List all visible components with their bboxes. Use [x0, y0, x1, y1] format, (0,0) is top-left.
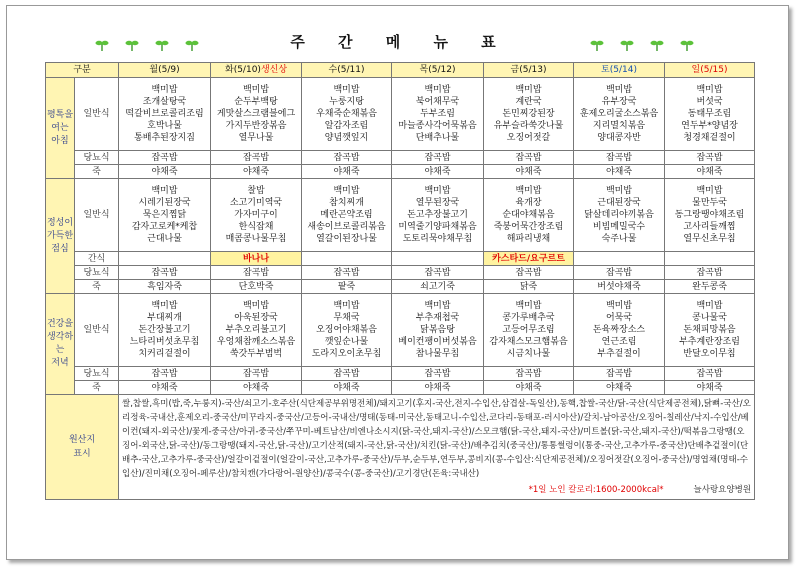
menu-item: 오징어야채볶음 — [316, 325, 377, 335]
general-diet-label: 일반식 — [75, 179, 119, 252]
menu-item: 가자미구이 — [234, 210, 278, 220]
diabetic-cell: 잡곡밥 — [484, 266, 574, 280]
menu-item: 백미밥 — [515, 186, 542, 196]
menu-item: 조개살탕국 — [142, 97, 187, 107]
menu-cell — [119, 294, 211, 367]
porridge-cell: 팥죽 — [302, 280, 392, 294]
menu-item: 백미밥 — [242, 301, 270, 311]
menu-item: 백미밥 — [151, 85, 178, 95]
menu-item: 참나물무침 — [415, 349, 460, 359]
porridge-cell: 야채죽 — [392, 165, 484, 179]
menu-item: 열무된장국 — [415, 198, 460, 208]
day-header-sunday: 일(5/15) — [665, 63, 755, 78]
menu-item: 두부조림 — [420, 109, 455, 119]
meal-snack-row — [46, 252, 755, 266]
snack-cell: 바나나 — [211, 252, 302, 266]
day-header: 목(5/12) — [392, 63, 484, 78]
menu-item: 참치찌개 — [329, 198, 364, 208]
menu-item: 백미밥 — [151, 186, 178, 196]
menu-cell — [574, 294, 665, 367]
menu-item: 오징어젓갈 — [506, 133, 551, 143]
origin-text: 쌀,찹쌀,흑미(밥,죽,누룽지)-국산/쇠고기-호주산(식단제공부위명전체)/돼지고기(후지-국산,전지-수입산,삼겹살-독일산),동핵,찹쌀-국산/닭-국산(식단제공전체),닭뼈-국산/오리정육-국내산,훈제오리-중국산/미꾸라지-중국산/고등어-국내산/명태(동태-미국산,동태고니-수입산,코다리-동태포-러시아산)/갈치-남아공산/오징어-칠레산/낙지-수입산/베이컨(돼지-외국산)/꽃게-중국산/아귀-중국산/쭈꾸미-베트남산/비엔나소시지(닭-국산,돼지-국산)/스모크햄(닭-국산,돼지-국산)/미트볼(닭-국산,돼지-국산)/떡볶음그랑땡(오징어-외국산,닭-국산)/동그랑땡(돼지-국산,닭-국산)/고기산적(돼지-국산,닭-국산)/치킨(닭-국산)/배추김치(중국산)/통통썰렁이(통중-국산,고추가루-중국산)단배추겉절이(단배추-국산,고추가루-중국산)/얼갈이겉절이(얼갈이-국산,고추가루-중국산)/두부,순두부,연두부,콩비지(콩-수입산:식단제공전체)/오징어젓갈(오징어-중국산)/명엽채(명태-수입산)/진미채(오징어-페루산)/참치캔(가다랑어-원양산)/콩국수(콩-중국산)/고기경단(돈육:국내산) — [122, 399, 751, 479]
menu-item: 찰밥 — [247, 186, 265, 196]
menu-item: 동태무조림 — [687, 109, 732, 119]
menu-item: 근대된장국 — [597, 198, 641, 208]
menu-item: 유부장국 — [601, 97, 637, 107]
menu-item: 부추겉절이 — [597, 349, 641, 359]
porridge-cell: 닭죽 — [484, 280, 574, 294]
diabetic-diet-label: 당뇨식 — [75, 151, 119, 165]
menu-item: 돈고추장불고기 — [407, 210, 468, 220]
page-title: 주 간 메 뉴 표 — [290, 33, 510, 51]
meal-diabetic-row — [46, 151, 755, 165]
snack-label: 간식 — [75, 252, 119, 266]
day-header: 금(5/13) — [484, 63, 574, 78]
menu-item: 버섯국 — [696, 97, 723, 107]
porridge-label: 죽 — [75, 381, 119, 395]
snack-cell: 카스타드/요구르트 — [484, 252, 574, 266]
menu-cell — [211, 78, 302, 151]
porridge-cell: 야채죽 — [211, 165, 302, 179]
porridge-cell: 야채죽 — [392, 381, 484, 395]
menu-item: 백미밥 — [333, 301, 360, 311]
menu-item: 소고기미역국 — [229, 198, 283, 208]
meal-porridge-row — [46, 165, 755, 179]
menu-cell — [119, 179, 211, 252]
menu-item: 백미밥 — [424, 85, 451, 95]
footnote — [122, 483, 751, 497]
menu-item: 콩가루배추국 — [502, 313, 555, 323]
porridge-label: 죽 — [75, 280, 119, 294]
menu-item: 근대나물 — [147, 234, 182, 244]
snack-cell — [574, 252, 665, 266]
menu-item: 돈채피망볶음 — [683, 325, 736, 335]
menu-cell — [665, 78, 755, 151]
diabetic-cell: 잡곡밥 — [392, 266, 484, 280]
menu-item: 순두부백탕 — [234, 97, 278, 107]
menu-item: 알감자조림 — [324, 121, 369, 131]
menu-item: 메란곤약조림 — [320, 210, 373, 220]
menu-item: 육개장 — [515, 198, 542, 208]
diabetic-cell: 잡곡밥 — [665, 367, 755, 381]
menu-item: 백미밥 — [424, 301, 451, 311]
diabetic-diet-label: 당뇨식 — [75, 367, 119, 381]
menu-item: 감자고로케*케찹 — [131, 222, 198, 232]
menu-item: 아욱된장국 — [234, 313, 278, 323]
gubun-header: 구분 — [46, 63, 119, 78]
menu-item: 닭볶음탕 — [420, 325, 455, 335]
diabetic-cell: 잡곡밥 — [211, 151, 302, 165]
menu-item: 백미밥 — [605, 85, 633, 95]
day-header: 수(5/11) — [302, 63, 392, 78]
menu-item: 연두부*양념장 — [681, 121, 738, 131]
porridge-cell: 버섯야채죽 — [574, 280, 665, 294]
meal-section-label: 평톡을 여는 아침 — [46, 78, 75, 179]
general-diet-label: 일반식 — [75, 294, 119, 367]
menu-item: 동그랑땡야채조림 — [674, 210, 745, 220]
menu-item: 도토리묵야채무침 — [402, 234, 473, 244]
diabetic-cell: 잡곡밥 — [392, 367, 484, 381]
menu-item: 베이컨팽이버섯볶음 — [398, 337, 477, 347]
menu-item: 백미밥 — [696, 85, 723, 95]
menu-item: 백미밥 — [333, 85, 360, 95]
menu-item: 부추오리불고기 — [225, 325, 287, 335]
snack-cell — [665, 252, 755, 266]
menu-cell — [211, 294, 302, 367]
menu-item: 훈제오리굴소스볶음 — [579, 109, 659, 119]
diabetic-cell: 잡곡밥 — [574, 266, 665, 280]
menu-item: 반달오이무침 — [683, 349, 736, 359]
menu-item: 도라지오이초무침 — [311, 349, 382, 359]
menu-item: 시금치나물 — [506, 349, 551, 359]
diabetic-cell: 잡곡밥 — [119, 266, 211, 280]
menu-item: 무채국 — [333, 313, 360, 323]
menu-item: 돈민찌강된장 — [502, 109, 555, 119]
diabetic-cell: 잡곡밥 — [484, 367, 574, 381]
menu-item: 닭살데리야끼볶음 — [584, 210, 654, 220]
porridge-cell: 흑임자죽 — [119, 280, 211, 294]
meal-section-label: 정성이 가득한 점심 — [46, 179, 75, 294]
menu-item: 백미밥 — [696, 186, 723, 196]
porridge-cell: 야채죽 — [302, 165, 392, 179]
porridge-cell: 야채죽 — [119, 381, 211, 395]
menu-cell — [392, 294, 484, 367]
menu-cell — [574, 179, 665, 252]
porridge-label: 죽 — [75, 165, 119, 179]
meal-porridge-row — [46, 381, 755, 395]
menu-item: 돈육짜장소스 — [592, 325, 646, 335]
diabetic-cell: 잡곡밥 — [211, 367, 302, 381]
meal-diabetic-row — [46, 367, 755, 381]
menu-cell — [665, 294, 755, 367]
menu-item: 양념깻잎지 — [324, 133, 369, 143]
porridge-cell: 야채죽 — [119, 165, 211, 179]
menu-item: 해파리냉채 — [506, 234, 551, 244]
calorie-note: *1일 노인 칼로리:1600-2000kcal* — [528, 485, 664, 495]
menu-item: 열무신초무침 — [683, 234, 736, 244]
menu-item: 백미밥 — [605, 301, 633, 311]
menu-item: 시레기된장국 — [138, 198, 191, 208]
general-diet-label: 일반식 — [75, 78, 119, 151]
porridge-cell: 쇠고기죽 — [392, 280, 484, 294]
menu-item: 유부슬라쑥갓나물 — [493, 121, 564, 131]
diabetic-cell: 잡곡밥 — [302, 151, 392, 165]
menu-item: 누룽지탕 — [329, 97, 364, 107]
diabetic-cell: 잡곡밥 — [665, 151, 755, 165]
meal-general-row — [46, 294, 755, 367]
menu-item: 어묵국 — [605, 313, 633, 323]
menu-item: 콩나물국 — [692, 313, 727, 323]
menu-item: 백미밥 — [515, 301, 542, 311]
porridge-cell: 완두콩죽 — [665, 280, 755, 294]
menu-item: 미역줄기양파채볶음 — [398, 222, 477, 232]
menu-cell — [302, 179, 392, 252]
menu-item: 북어채무국 — [415, 97, 460, 107]
meal-diabetic-row — [46, 266, 755, 280]
menu-item: 계란국 — [515, 97, 542, 107]
menu-cell — [484, 294, 574, 367]
menu-item: 지리멸치볶음 — [592, 121, 646, 131]
porridge-cell: 야채죽 — [484, 165, 574, 179]
menu-item: 묵은지찜닭 — [142, 210, 187, 220]
snack-cell — [392, 252, 484, 266]
menu-item: 부추계란장조림 — [679, 337, 740, 347]
menu-item: 한식잡채 — [238, 222, 274, 232]
menu-cell — [119, 78, 211, 151]
meal-section-label: 건강을 생각하는 저녁 — [46, 294, 75, 395]
menu-item: 백미밥 — [333, 186, 360, 196]
menu-item: 백미밥 — [696, 301, 723, 311]
menu-item: 부대찌개 — [147, 313, 182, 323]
menu-item: 단배추나물 — [415, 133, 460, 143]
menu-cell — [574, 78, 665, 151]
diabetic-cell: 잡곡밥 — [119, 367, 211, 381]
menu-item: 고등어무조림 — [502, 325, 555, 335]
menu-item: 돈간장불고기 — [138, 325, 191, 335]
diabetic-cell: 잡곡밥 — [574, 151, 665, 165]
day-header-date: 화(5/10) — [225, 65, 261, 75]
diabetic-cell: 잡곡밥 — [392, 151, 484, 165]
origin-text-cell — [119, 395, 755, 500]
menu-item: 죽붕어묵간장조림 — [493, 222, 564, 232]
menu-item: 순대야채볶음 — [502, 210, 555, 220]
menu-item: 우채죽순채볶음 — [316, 109, 377, 119]
header-row — [46, 63, 755, 78]
menu-item: 치커리겉절이 — [138, 349, 191, 359]
origin-label: 원산지 표시 — [46, 395, 119, 500]
menu-item: 백미밥 — [424, 186, 451, 196]
menu-item: 백미밥 — [242, 85, 270, 95]
diabetic-cell: 잡곡밥 — [665, 266, 755, 280]
menu-item: 깻잎순나물 — [324, 337, 369, 347]
menu-item: 쑥갓두부범벅 — [229, 349, 283, 359]
menu-item: 감자채스모크햄볶음 — [489, 337, 568, 347]
menu-item: 청경채겉절이 — [683, 133, 736, 143]
diabetic-cell: 잡곡밥 — [119, 151, 211, 165]
menu-item: 부추재첩국 — [415, 313, 460, 323]
menu-cell — [302, 294, 392, 367]
menu-item: 새송이브로콜리볶음 — [307, 222, 386, 232]
menu-item: 통배추된장지짐 — [134, 133, 195, 143]
menu-item: 백미밥 — [605, 186, 633, 196]
menu-item: 느타리버섯초무침 — [129, 337, 200, 347]
diabetic-diet-label: 당뇨식 — [75, 266, 119, 280]
menu-cell — [302, 78, 392, 151]
menu-cell — [665, 179, 755, 252]
menu-item: 양대콩자반 — [597, 133, 641, 143]
meal-porridge-row — [46, 280, 755, 294]
menu-item: 매콤콩나물무침 — [225, 234, 287, 244]
hospital-name: 늘사랑요양병원 — [693, 485, 752, 495]
menu-item: 고사리들깨찜 — [683, 222, 736, 232]
menu-item: 연근조림 — [601, 337, 637, 347]
weekly-menu-table — [45, 62, 755, 500]
diabetic-cell: 잡곡밥 — [302, 367, 392, 381]
day-header-saturday: 토(5/14) — [574, 63, 665, 78]
menu-item: 마늘종사각어묵볶음 — [398, 121, 477, 131]
origin-row — [46, 395, 755, 500]
menu-cell — [484, 78, 574, 151]
menu-cell — [211, 179, 302, 252]
menu-item: 숙주나물 — [601, 234, 637, 244]
meal-general-row — [46, 179, 755, 252]
porridge-cell: 단호박죽 — [211, 280, 302, 294]
menu-item: 백미밥 — [151, 301, 178, 311]
menu-item: 우엉채참깨소스볶음 — [216, 337, 296, 347]
diabetic-cell: 잡곡밥 — [574, 367, 665, 381]
menu-cell — [392, 179, 484, 252]
menu-item: 비빔메밀국수 — [592, 222, 646, 232]
snack-cell — [119, 252, 211, 266]
menu-item: 가지두반장볶음 — [225, 121, 287, 131]
menu-item: 떡갈비브로콜리조림 — [125, 109, 204, 119]
porridge-cell: 야채죽 — [574, 381, 665, 395]
menu-cell — [484, 179, 574, 252]
porridge-cell: 야채죽 — [211, 381, 302, 395]
porridge-cell: 야채죽 — [665, 165, 755, 179]
porridge-cell: 야채죽 — [484, 381, 574, 395]
menu-item: 호박나물 — [147, 121, 182, 131]
porridge-cell: 야채죽 — [665, 381, 755, 395]
meal-general-row — [46, 78, 755, 151]
day-header: 월(5/9) — [119, 63, 211, 78]
snack-cell — [302, 252, 392, 266]
diabetic-cell: 잡곡밥 — [302, 266, 392, 280]
menu-item: 열무나물 — [238, 133, 274, 143]
menu-item: 열갈이된장나물 — [316, 234, 377, 244]
birthday-label: 생신상 — [260, 65, 288, 75]
menu-item: 게맛살스크램블에그 — [216, 109, 296, 119]
day-header — [211, 63, 302, 78]
porridge-cell: 야채죽 — [574, 165, 665, 179]
diabetic-cell: 잡곡밥 — [484, 151, 574, 165]
menu-item: 백미밥 — [515, 85, 542, 95]
diabetic-cell: 잡곡밥 — [211, 266, 302, 280]
menu-item: 물만두국 — [692, 198, 727, 208]
porridge-cell: 야채죽 — [302, 381, 392, 395]
menu-cell — [392, 78, 484, 151]
